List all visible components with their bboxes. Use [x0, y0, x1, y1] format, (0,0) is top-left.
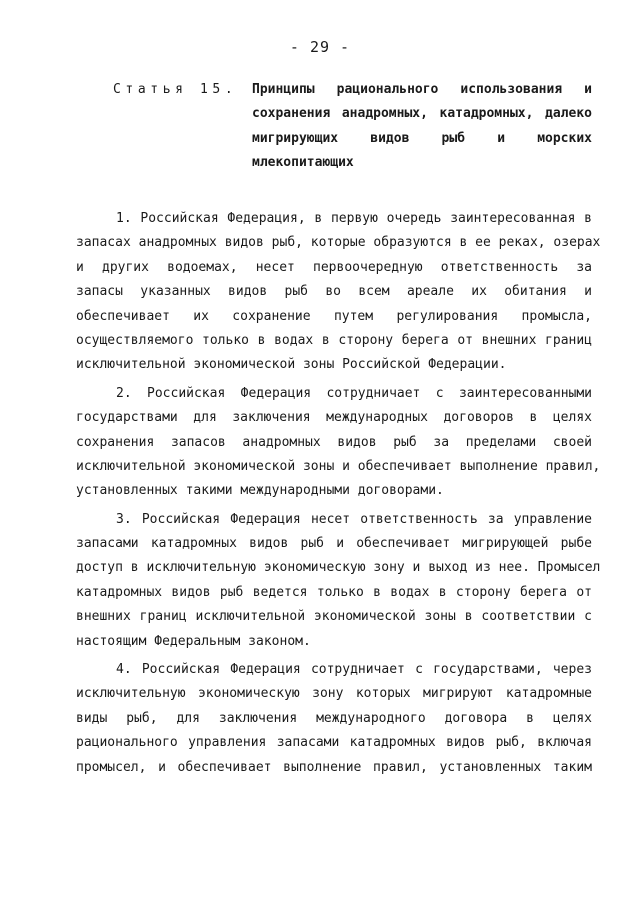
text-line: доступ в исключительную экономическую зону и выход из нее. Промысел	[76, 560, 601, 576]
text-line: исключительной экономической зоны и обеспечивает выполнение правил,	[76, 458, 601, 474]
text-line: рационального управления запасами катадромных видов рыб, включая	[76, 735, 592, 751]
text-line: установленных такими международными договорами.	[76, 483, 444, 499]
text-line: 2. Российская Федерация сотрудничает с заинтересованными	[116, 385, 592, 401]
text-line: государствами для заключения международных договоров в целях	[76, 410, 592, 426]
page-number: - 29 -	[289, 38, 351, 56]
text-line: обеспечивает их сохранение путем регулирования промысла,	[76, 308, 592, 324]
text-line: промысел, и обеспечивает выполнение правил, установленных таким	[76, 759, 592, 775]
text-line: внешних границ исключительной экономической зоны в соответствии с	[76, 609, 592, 625]
text-line: 4. Российская Федерация сотрудничает с государствами, через	[116, 662, 592, 678]
article-heading	[113, 78, 593, 188]
article-title-line: мигрирующих видов рыб и морских	[252, 130, 592, 146]
text-line: сохранения запасов анадромных видов рыб за пределами своей	[76, 434, 592, 450]
article-body	[76, 207, 601, 780]
article-label: Статья 15.	[113, 82, 238, 97]
text-line: запасами катадромных видов рыб и обеспечивает мигрирующей рыбе	[76, 536, 592, 552]
article-title-line: млекопитающих	[252, 155, 354, 171]
text-line: 1. Российская Федерация, в первую очередь заинтересованная в	[116, 211, 592, 226]
text-line: осуществляемого только в водах в сторону берега от внешних границ	[76, 332, 592, 348]
text-line: катадромных видов рыб ведется только в водах в сторону берега от	[76, 584, 592, 600]
text-line: запасах анадромных видов рыб, которые образуются в ее реках, озерах	[76, 235, 601, 251]
article-title-line: сохранения анадромных, катадромных, далеко	[252, 106, 592, 122]
paragraph-1	[76, 207, 601, 378]
paragraph-2	[76, 382, 601, 504]
text-line: и других водоемах, несет первоочередную ответственность за	[76, 259, 592, 275]
text-line: запасы указанных видов рыб во всем ареале их обитания и	[76, 284, 592, 300]
text-line: 3. Российская Федерация несет ответственность за управление	[116, 511, 592, 527]
article-title	[252, 78, 592, 176]
text-line: исключительной экономической зоны Российской Федерации.	[76, 357, 507, 373]
text-line: исключительную экономическую зону которых мигрируют катадромные	[76, 686, 592, 702]
paragraph-4	[76, 658, 592, 780]
text-line: настоящим Федеральным законом.	[76, 633, 311, 649]
text-line: виды рыб, для заключения международного договора в целях	[76, 710, 592, 726]
paragraph-3	[76, 508, 601, 654]
article-title-line: Принципы рационального использования и	[252, 82, 592, 97]
